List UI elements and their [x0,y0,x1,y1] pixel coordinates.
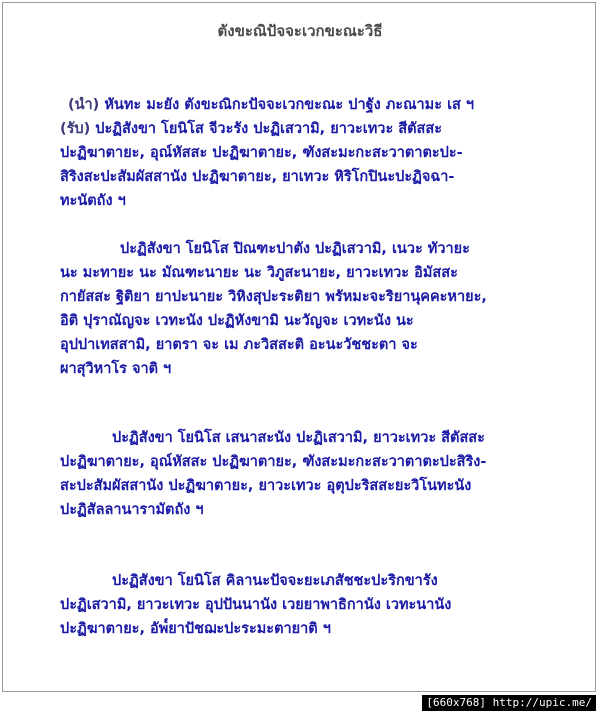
line-text: ปะฏิสัลลานารามัตถัง ฯ [60,502,204,518]
text-line [60,357,560,381]
line-text: ผาสุวิหาโร จาติ ฯ [60,361,172,377]
line-text: ปะฏิสังขา โยนิโส จีวะรัง ปะฏิเสวามิ, ยาวะเทวะ สีตัสสะ [90,121,443,137]
text-line [60,426,560,450]
text-line [60,237,560,261]
text-line [60,333,560,357]
line-text: ปะฏิฆาตายะ, อุณ์หัสสะ ปะฏิฆาตายะ, ฑังสะมะกะสะวาตาตะปะสิริง- [60,454,487,470]
paragraph-4 [60,569,560,641]
text-line [60,309,560,333]
text-line [60,117,560,141]
text-line [60,141,560,165]
text-line [60,165,560,189]
line-text: กายัสสะ ฐิติยา ยาปะนายะ วิหิงสุปะระติยา พรัหมะจะริยานุคคะหายะ, [60,289,487,305]
speaker-role: (รับ) [60,121,91,137]
line-text: ปะฏิฆาตายะ, อัพ๎ยาปัชฌะปะระมะตายาติ ฯ [60,621,331,637]
text-line [60,617,560,641]
line-text: ปะฏิสังขา โยนิโส คิลานะปัจจะยะเภสัชชะปะริกขารัง [112,573,438,589]
line-text: สะปะสัมผัสสานัง ปะฏิฆาตายะ, ยาวะเทวะ อุตุปะริสสะยะวิโนทะนัง [60,478,472,494]
line-text: หันทะ มะยัง ตังขะณิกะปัจจะเวกขะณะ ปาฐัง ภะณามะ เส ฯ [99,97,475,113]
text-line [60,285,560,309]
text-line [60,450,560,474]
line-text: ทะนัตถัง ฯ [60,193,126,209]
text-line [60,261,560,285]
text-line [60,93,560,117]
text-line [60,569,560,593]
text-line [60,189,560,213]
line-text: อุปปาเทสสามิ, ยาตรา จะ เม ภะวิสสะติ อะนะวัชชะตา จะ [60,337,418,353]
text-line [60,498,560,522]
line-text: ปะฏิเสวามิ, ยาวะเทวะ อุปปันนานัง เวยยาพาธิกานัง เวทะนานัง [60,597,452,613]
page-title: ตังขะณิปัจจะเวกขะณะวิธี [217,22,383,40]
paragraph-1 [60,93,560,213]
line-text: นะ มะทายะ นะ มัณฑะนายะ นะ วิภูสะนายะ, ยาวะเทวะ อิมัสสะ [60,265,458,281]
line-text: ปะฏิสังขา โยนิโส เสนาสะนัง ปะฏิเสวามิ, ยาวะเทวะ สีตัสสะ [112,430,485,446]
speaker-role: (นำ) [68,97,100,113]
text-line [60,474,560,498]
line-text: อิติ ปุราณัญจะ เวทะนัง ปะฏิหังขามิ นะวัญจะ เวทะนัง นะ [60,313,414,329]
watermark-footer: [660x768] http://upic.me/ [422,695,596,711]
line-text: สิริงสะปะสัมผัสสานัง ปะฏิฆาตายะ, ยาเทวะ หิริโกปินะปะฏิจฉา- [60,169,455,185]
paragraph-3 [60,426,560,522]
line-text: ปะฏิฆาตายะ, อุณ์หัสสะ ปะฏิฆาตายะ, ฑังสะมะกะสะวาตาตะปะ- [60,145,463,161]
line-text: ปะฏิสังขา โยนิโส ปิณฑะปาตัง ปะฏิเสวามิ, เนวะ ทัวายะ [120,241,470,257]
text-line [60,593,560,617]
paragraph-2 [60,237,560,381]
